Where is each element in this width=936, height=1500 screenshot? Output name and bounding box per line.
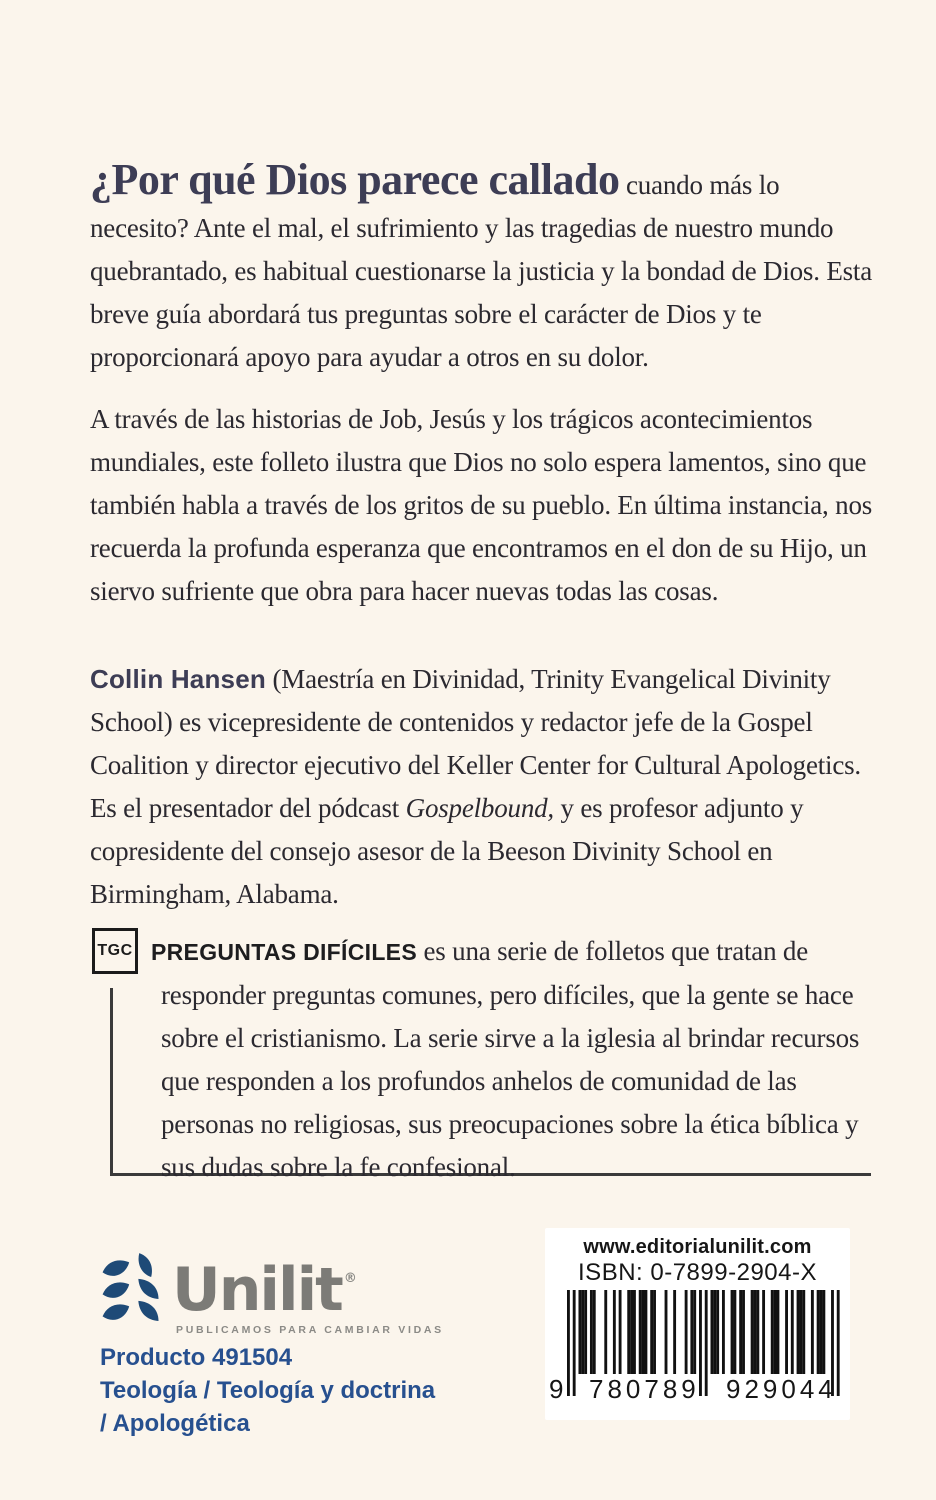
unilit-leaf-icon [98, 1250, 164, 1326]
tgc-logo-text: TGC [97, 942, 133, 959]
series-name: PREGUNTAS DIFÍCILES [151, 939, 417, 965]
publisher-tagline: PUBLICAMOS PARA CAMBIAR VIDAS [176, 1324, 444, 1336]
series-text-run: es una serie de folletos que tratan de responder preguntas comunes, pero difíciles, que la gente se hace sobre el cristianismo. La serie sirve a la iglesia al brindar recursos que responden a los profundos anhelos de comunidad de las personas no religiosas, sus preocupaciones sobre la ética bíblica y sus dudas sobre la fe confesional. [161, 936, 860, 1182]
podcast-title: Gospelbound, [405, 793, 554, 823]
barcode-digit-group: 9 [549, 1374, 564, 1404]
publisher-logo [98, 1250, 444, 1336]
series-description [151, 930, 865, 1189]
product-category-line1: Teología / Teología y doctrina [100, 1377, 436, 1404]
barcode-panel [545, 1228, 850, 1420]
registered-mark: ® [343, 1271, 357, 1286]
product-info [100, 1341, 435, 1440]
headline-continuation: cuando más lo necesito? Ante el mal, el sufrimiento y las tragedias de nuestro mundo quebrantado, es habitual cuestionarse la justicia y la bondad de Dios. Esta breve guía abordará tus preguntas sobre el carácter de Dios y te proporcionará apoyo para ayudar a otros en su dolor. [90, 170, 873, 372]
product-category-line2: / Apologética [100, 1410, 250, 1437]
author-bio-text: (Maestría en Divinidad, Trinity Evangelical Divinity School) es vicepresidente de contenidos y redactor jefe de la Gospel Coalition y director ejecutivo del Keller Center for Cultural Apologetics. Es el presentador del pódcast [90, 664, 861, 823]
barcode-digit-group: 780789 [589, 1374, 700, 1404]
author-name: Collin Hansen [90, 664, 266, 694]
barcode [545, 1290, 850, 1418]
unilit-wordmark: Unilit [172, 1255, 342, 1325]
author-bio [90, 658, 878, 916]
publisher-website: www.editorialunilit.com [583, 1236, 812, 1258]
description-paragraph: A través de las historias de Job, Jesús y los trágicos acontecimientos mundiales, este folleto ilustra que Dios no solo espera lamentos, sino que también habla a través de los gritos de su pueblo. En última instancia, nos recuerda la profunda esperanza que encontramos en el don de su Hijo, un siervo sufriente que obra para hacer nuevas todas las cosas. [90, 404, 873, 606]
headline: ¿Por qué Dios parece callado [90, 155, 620, 204]
author-bio-text-2: y es profesor adjunto y copresidente del consejo asesor de la Beeson Divinity School en Birmingham, Alabama. [90, 793, 804, 909]
publisher-wordmark-block [172, 1250, 444, 1336]
barcode-digit-group: 929044 [726, 1374, 837, 1404]
product-number: Producto 491504 [100, 1344, 293, 1371]
tgc-logo [92, 928, 138, 974]
isbn-label: ISBN: 0-7899-2904-X [578, 1259, 817, 1286]
headline-paragraph [90, 155, 878, 379]
